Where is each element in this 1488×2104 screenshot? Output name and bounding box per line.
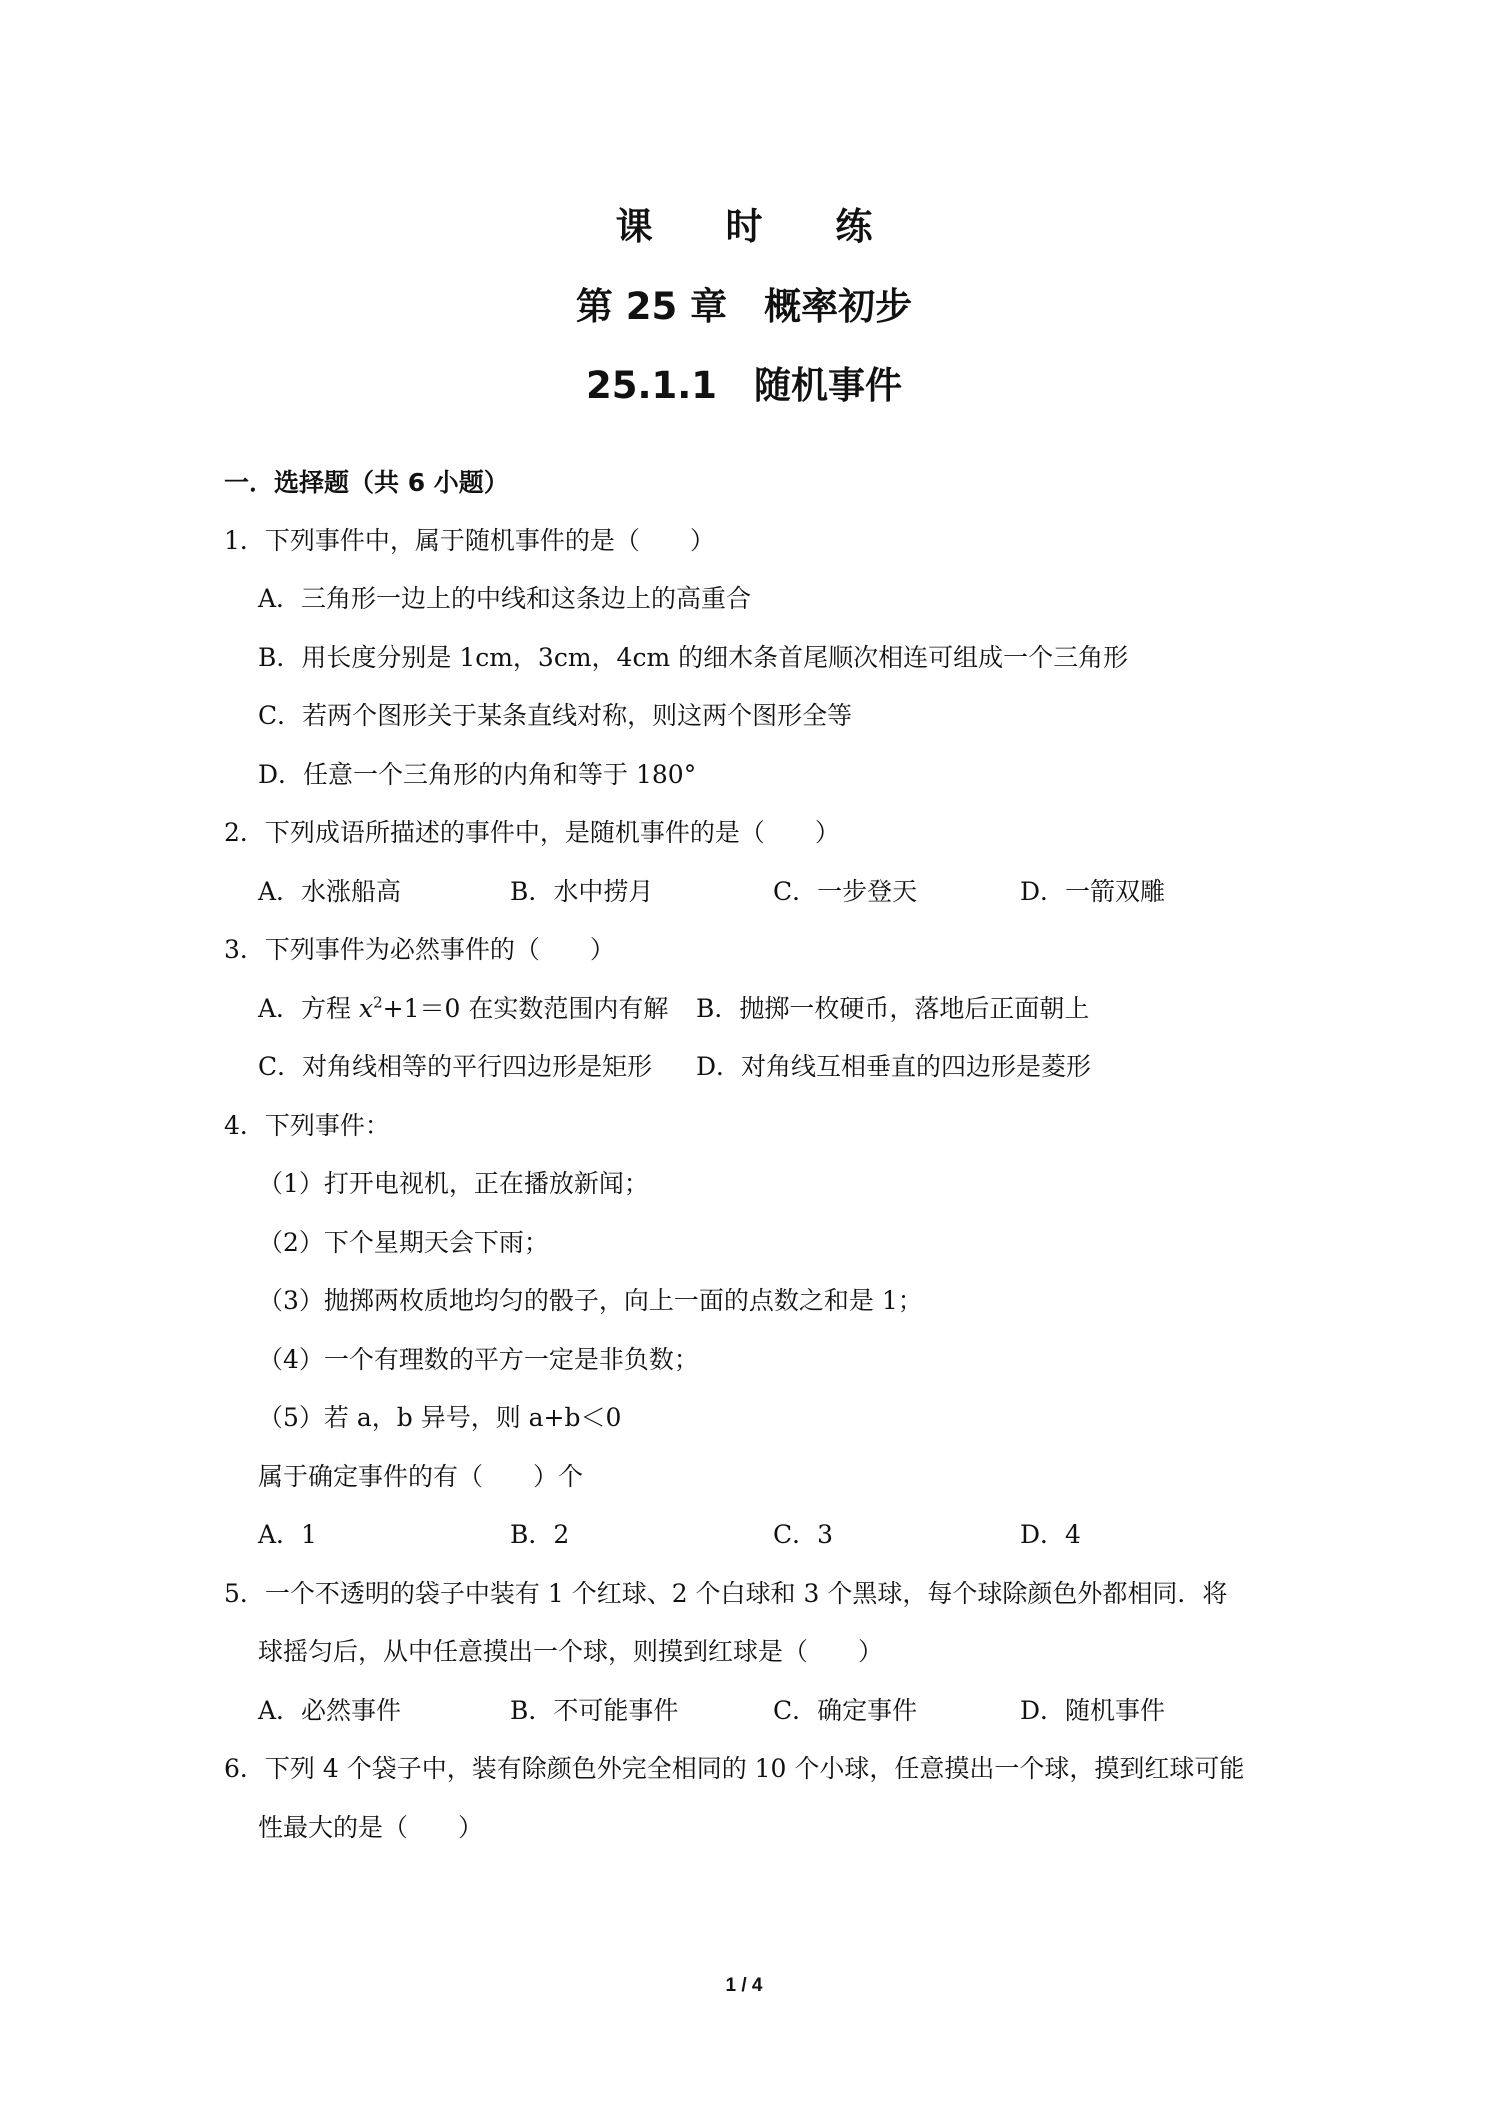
question-3-option-b: B．抛掷一枚硬币，落地后正面朝上 xyxy=(696,994,1090,1023)
question-4-option-c: C．3 xyxy=(773,1520,834,1549)
question-4-item-5: （5）若 a，b 异号，则 a+b＜0 xyxy=(258,1403,622,1432)
question-5-option-c: C．确定事件 xyxy=(773,1696,918,1725)
question-3-stem: 3．下列事件为必然事件的（ ） xyxy=(224,935,615,964)
section-title: 25.1.1 随机事件 xyxy=(585,364,903,407)
question-2-option-d: D．一箭双雕 xyxy=(1020,877,1166,906)
question-5-option-d: D．随机事件 xyxy=(1020,1696,1166,1725)
question-4-prompt: 属于确定事件的有（ ）个 xyxy=(258,1462,584,1491)
question-5-option-a: A．必然事件 xyxy=(258,1696,402,1725)
question-1-option-c: C．若两个图形关于某条直线对称，则这两个图形全等 xyxy=(258,701,853,730)
question-5-stem-line-2: 球摇匀后，从中任意摸出一个球，则摸到红球是（ ） xyxy=(258,1637,884,1666)
question-4-option-a: A．1 xyxy=(258,1520,317,1549)
question-4-item-3: （3）抛掷两枚质地均匀的骰子，向上一面的点数之和是 1； xyxy=(258,1286,923,1315)
question-3-option-a-suffix: +1＝0 在实数范围内有解 xyxy=(382,994,669,1023)
question-1-stem: 1．下列事件中，属于随机事件的是（ ） xyxy=(224,526,715,555)
question-2-stem: 2．下列成语所描述的事件中，是随机事件的是（ ） xyxy=(224,818,840,847)
question-5-stem-line-1: 5．一个不透明的袋子中装有 1 个红球、2 个白球和 3 个黑球，每个球除颜色外都相同．将 xyxy=(224,1579,1228,1608)
question-3-option-a-prefix: A．方程 xyxy=(258,994,360,1023)
question-3-option-c: C．对角线相等的平行四边形是矩形 xyxy=(258,1052,653,1081)
chapter-title: 第 25 章 概率初步 xyxy=(575,285,913,328)
variable-x: x xyxy=(359,994,374,1023)
question-1-option-a: A．三角形一边上的中线和这条边上的高重合 xyxy=(258,584,752,613)
question-1-option-d: D．任意一个三角形的内角和等于 180° xyxy=(258,760,697,789)
question-6-stem-line-1: 6．下列 4 个袋子中，装有除颜色外完全相同的 10 个小球，任意摸出一个球，摸到红球可能 xyxy=(224,1754,1245,1783)
question-2-option-c: C．一步登天 xyxy=(773,877,918,906)
document-title: 课 时 练 xyxy=(615,205,903,248)
question-4-option-b: B．2 xyxy=(510,1520,570,1549)
question-3-option-a xyxy=(258,992,668,1026)
question-4-item-4: （4）一个有理数的平方一定是非负数； xyxy=(258,1345,699,1374)
question-2-option-a: A．水涨船高 xyxy=(258,877,402,906)
question-4-item-1: （1）打开电视机，正在播放新闻； xyxy=(258,1169,649,1198)
question-6-stem-line-2: 性最大的是（ ） xyxy=(258,1813,484,1842)
question-4-option-d: D．4 xyxy=(1020,1520,1081,1549)
question-2-option-b: B．水中捞月 xyxy=(510,877,654,906)
question-4-stem: 4．下列事件： xyxy=(224,1111,390,1140)
page-indicator: 1 / 4 xyxy=(725,1975,763,1996)
question-3-option-d: D．对角线互相垂直的四边形是菱形 xyxy=(696,1052,1092,1081)
question-1-option-b: B．用长度分别是 1cm，3cm，4cm 的细木条首尾顺次相连可组成一个三角形 xyxy=(258,643,1129,672)
question-4-item-2: （2）下个星期天会下雨； xyxy=(258,1228,549,1257)
question-5-option-b: B．不可能事件 xyxy=(510,1696,679,1725)
section-heading: 一．选择题（共 6 小题） xyxy=(224,468,509,497)
exponent: 2 xyxy=(373,993,383,1012)
